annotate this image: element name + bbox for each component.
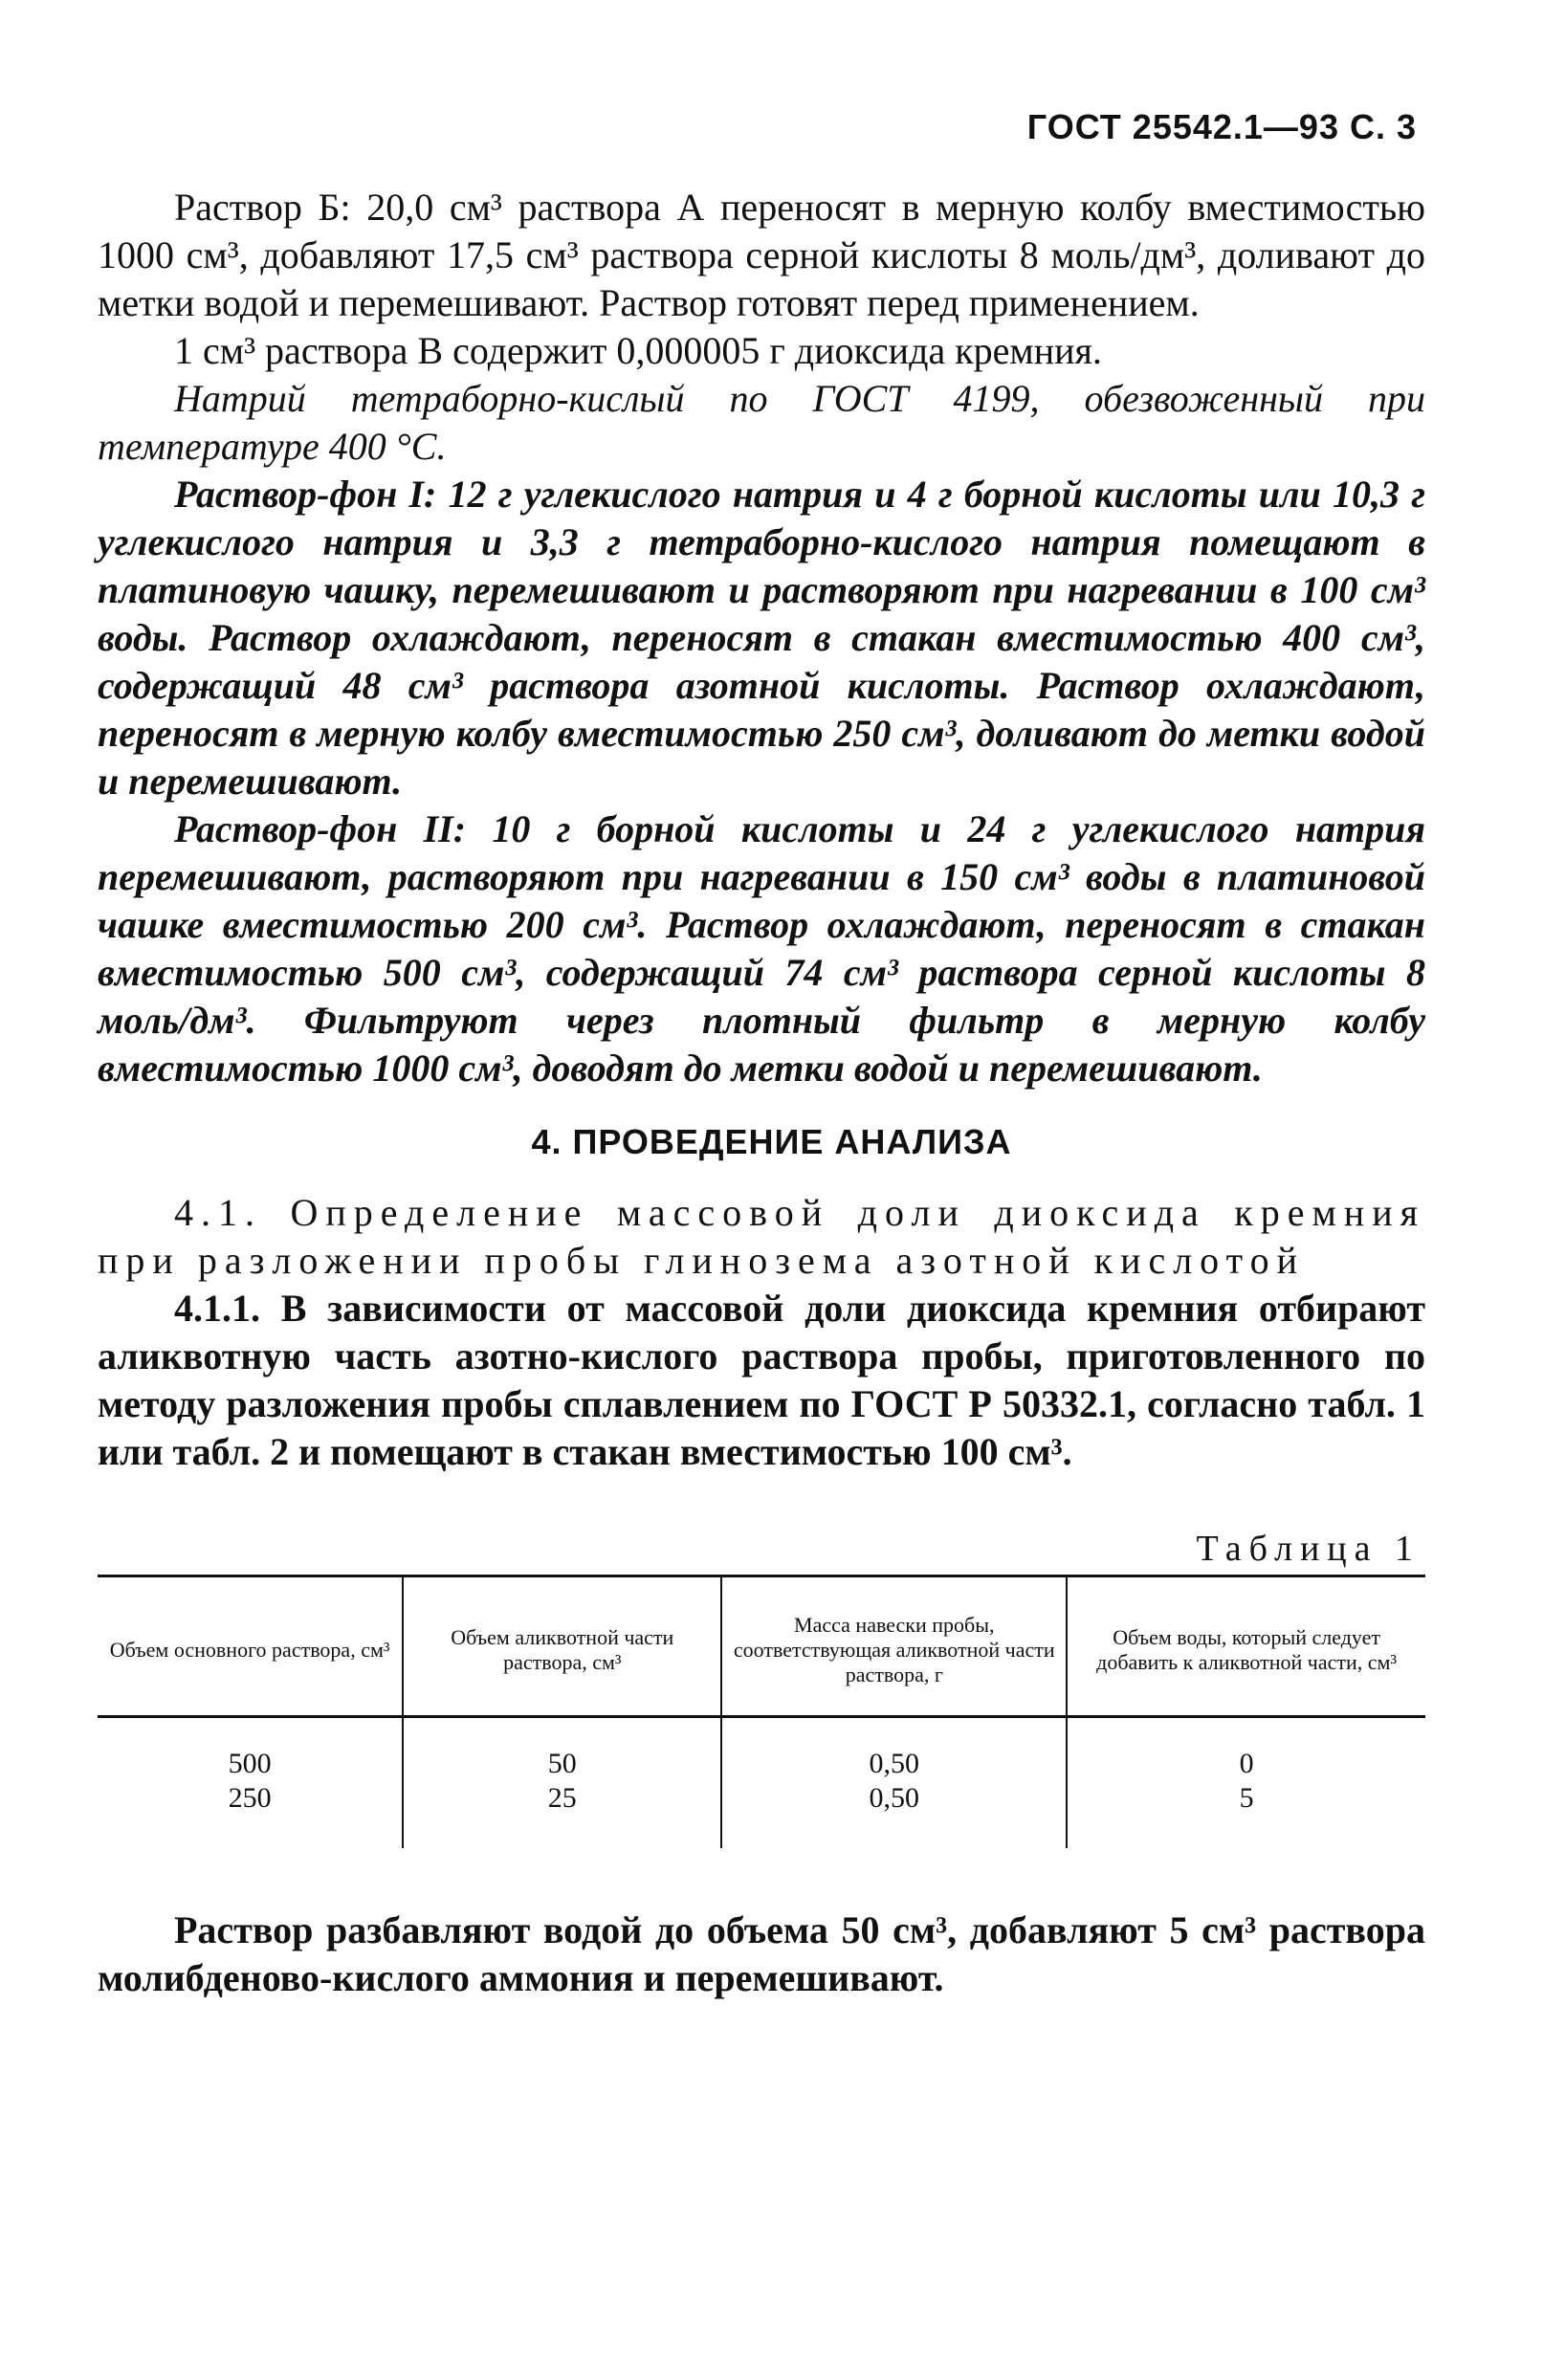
- cell-value: 0: [1239, 1748, 1254, 1779]
- paragraph-after-table: Раствор разбавляют водой до объема 50 см³, добавляют 5 см³ раствора молибденово-кислого аммония и перемешивают.: [98, 1908, 1425, 1999]
- cell-value: 500: [228, 1748, 272, 1779]
- cell-value: 0,50: [869, 1782, 920, 1814]
- table-1: [98, 1575, 1425, 1848]
- cell-value: 5: [1239, 1782, 1254, 1814]
- cell-value: 0,50: [869, 1748, 920, 1779]
- paragraph-background-solution-2: Раствор-фон II: 10 г борной кислоты и 24 г углекислого натрия перемешивают, растворяют при нагревании в 150 см³ воды в платиновой чашке вместимостью 200 см³. Раствор охлаждают, переносят в стакан вместимостью 500 см³, содержащий 74 см³ раствора серной кислоты 8 моль/дм³. Фильтруют через плотный фильтр в мерную колбу вместимостью 1000 см³, доводят до метки водой и перемешивают.: [98, 807, 1425, 1090]
- page-header: ГОСТ 25542.1—93 С. 3: [1026, 107, 1417, 146]
- table-row: [98, 1717, 1425, 1849]
- preparation-text: [98, 184, 1425, 1092]
- table-header-row: [98, 1576, 1425, 1717]
- paragraph-solution-b: Раствор Б: 20,0 см³ раствора А переносят в мерную колбу вместимостью 1000 см³, добавляют 17,5 см³ раствора серной кислоты 8 моль/дм³, доливают до метки водой и перемешивают. Раствор готовят перед применением.: [98, 186, 1425, 324]
- table-cell-main-volume: [98, 1717, 403, 1849]
- table-caption: Таблица 1: [1196, 1529, 1421, 1569]
- subsection: [98, 1189, 1425, 1476]
- after-table-text-block: [98, 1906, 1425, 2002]
- table-header-aliquot-volume: Объем аликвотной части раствора, см³: [403, 1576, 721, 1717]
- clause-4-1-1: 4.1.1. В зависимости от массовой доли диоксида кремния отбирают аликвотную часть азотно-кислого раствора пробы, приготовленного по методу разложения пробы сплавлением по ГОСТ Р 50332.1, согласно табл. 1 или табл. 2 и помещают в стакан вместимостью 100 см³.: [98, 1287, 1425, 1473]
- table-header-sample-mass: Масса навески пробы, соответствующая аликвотной части раствора, г: [721, 1576, 1067, 1717]
- table-header-water-volume: Объем воды, который следует добавить к аликвотной части, см³: [1067, 1576, 1425, 1717]
- cell-value: 50: [547, 1748, 577, 1779]
- paragraph-solution-v: 1 см³ раствора В содержит 0,000005 г диоксида кремния.: [174, 329, 1102, 372]
- paragraph-background-solution-1: Раствор-фон I: 12 г углекислого натрия и 4 г борной кислоты или 10,3 г углекислого натрия и 3,3 г тетраборно-кислого натрия помещают в платиновую чашку, перемешивают и растворяют при нагревании в 100 см³ воды. Раствор охлаждают, переносят в стакан вместимостью 400 см³, содержащий 48 см³ раствора азотной кислоты. Раствор охлаждают, переносят в мерную колбу вместимостью 250 см³, доливают до метки водой и перемешивают.: [98, 473, 1425, 803]
- table-cell-sample-mass: [721, 1717, 1067, 1849]
- cell-value: 250: [228, 1782, 272, 1814]
- table-header-main-volume: Объем основного раствора, см³: [98, 1576, 403, 1717]
- subsection-title: 4.1. Определение массовой доли диоксида кремния при разложении пробы глинозема азотной кислотой: [98, 1191, 1425, 1282]
- cell-value: 25: [547, 1782, 577, 1814]
- paragraph-sodium-tetraborate: Натрий тетраборно-кислый по ГОСТ 4199, обезвоженный при температуре 400 °С.: [98, 377, 1425, 468]
- section-title: 4. ПРОВЕДЕНИЕ АНАЛИЗА: [531, 1122, 1012, 1161]
- table-cell-aliquot-volume: [403, 1717, 721, 1849]
- table-cell-water-volume: [1067, 1717, 1425, 1849]
